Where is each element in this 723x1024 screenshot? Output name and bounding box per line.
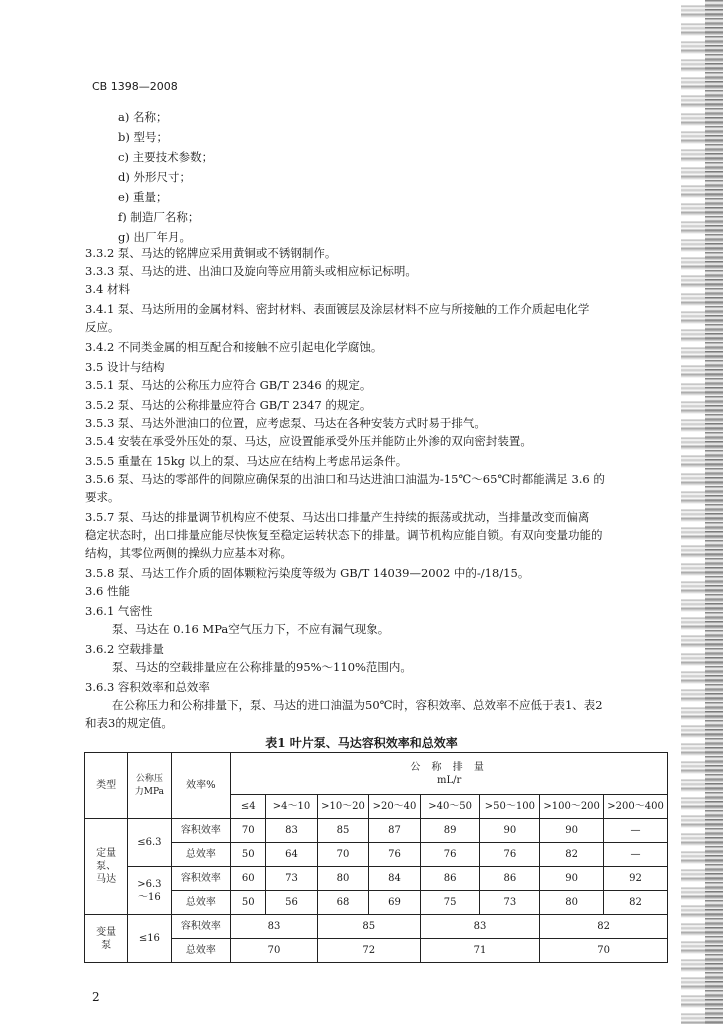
range-cell: ≤4: [231, 795, 266, 819]
text-line: 3.5.6 泵、马达的零部件的间隙应确保泵的出油口和马达进油口油温为-15℃～65℃时都能满足 3.6 的: [85, 472, 605, 486]
pressure-cell: ≤6.3: [128, 819, 171, 867]
value-cell: 83: [420, 915, 539, 939]
value-cell: 56: [266, 891, 318, 915]
text-line: 3.3.2 泵、马达的铭牌应采用黄铜或不锈钢制作。: [85, 246, 337, 260]
text-line: 3.5.7 泵、马达的排量调节机构应不使泵、马达出口排量产生持续的振荡或扰动，当排量改变而偏离: [85, 510, 590, 524]
value-cell: 82: [540, 915, 668, 939]
pressure-cell: ≤16: [128, 915, 171, 963]
list-item: b) 型号；: [118, 130, 169, 144]
text-line: 3.5.5 重量在 15kg 以上的泵、马达应在结构上考虑吊运条件。: [85, 454, 408, 468]
value-cell: 80: [540, 891, 604, 915]
value-cell: 82: [604, 891, 668, 915]
range-cell: >4～10: [266, 795, 318, 819]
value-cell: 76: [480, 843, 540, 867]
text-line: 结构，其零位两侧的操纵力应基本对称。: [85, 546, 292, 560]
text-line: 3.6.3 容积效率和总效率: [85, 680, 210, 694]
value-cell: 73: [480, 891, 540, 915]
value-cell: 87: [369, 819, 421, 843]
pressure-cell: >6.3～16: [128, 867, 171, 915]
list-item: c) 主要技术参数；: [118, 150, 214, 164]
page-number: 2: [92, 990, 100, 1004]
value-cell: 85: [317, 819, 369, 843]
table-caption: 表1 叶片泵、马达容积效率和总效率: [265, 736, 458, 750]
value-cell: 90: [540, 819, 604, 843]
variable-type-cell: 变量泵: [85, 915, 128, 963]
value-cell: —: [604, 843, 668, 867]
value-cell: 70: [231, 819, 266, 843]
value-cell: 71: [420, 939, 539, 963]
text-line: 和表3的规定值。: [85, 716, 173, 730]
value-cell: 82: [540, 843, 604, 867]
value-cell: 76: [369, 843, 421, 867]
list-item: d) 外形尺寸；: [118, 170, 192, 184]
range-cell: >10～20: [317, 795, 369, 819]
range-cell: >100～200: [540, 795, 604, 819]
efficiency-table: [84, 752, 668, 963]
value-cell: 80: [317, 867, 369, 891]
value-cell: 69: [369, 891, 421, 915]
value-cell: 68: [317, 891, 369, 915]
value-cell: 70: [231, 939, 318, 963]
text-line: 3.5.1 泵、马达的公称压力应符合 GB/T 2346 的规定。: [85, 378, 372, 392]
displacement-unit: mL/r: [436, 774, 462, 786]
page-edge-scan-artifact-dark: [705, 0, 723, 1024]
text-line: 3.6.2 空载排量: [85, 642, 164, 656]
text-line: 3.3.3 泵、马达的进、出油口及旋向等应用箭头或相应标记标明。: [85, 264, 417, 278]
text-line: 3.4 材料: [85, 282, 130, 296]
value-cell: 76: [420, 843, 480, 867]
list-item: g) 出厂年月。: [118, 230, 192, 244]
value-cell: 64: [266, 843, 318, 867]
value-cell: 75: [420, 891, 480, 915]
value-cell: 83: [231, 915, 318, 939]
header-displacement: [231, 753, 668, 795]
value-cell: 50: [231, 843, 266, 867]
list-item: e) 重量；: [118, 190, 168, 204]
eff-label: 容积效率: [171, 819, 231, 843]
text-line: 泵、马达在 0.16 MPa空气压力下，不应有漏气现象。: [112, 622, 390, 636]
fixed-type-cell: 定量泵、马达: [85, 819, 128, 915]
value-cell: 85: [317, 915, 420, 939]
text-line: 3.4.1 泵、马达所用的金属材料、密封材料、表面镀层及涂层材料不应与所接触的工作介质起电化学: [85, 302, 590, 316]
value-cell: 72: [317, 939, 420, 963]
value-cell: 89: [420, 819, 480, 843]
range-cell: >200～400: [604, 795, 668, 819]
value-cell: 70: [540, 939, 668, 963]
text-line: 3.5 设计与结构: [85, 360, 165, 374]
value-cell: 60: [231, 867, 266, 891]
value-cell: 50: [231, 891, 266, 915]
text-line: 3.5.3 泵、马达外泄油口的位置，应考虑泵、马达在各种安装方式时易于排气。: [85, 416, 486, 430]
text-line: 泵、马达的空载排量应在公称排量的95%～110%范围内。: [112, 660, 412, 674]
text-line: 3.5.4 安装在承受外压处的泵、马达，应设置能承受外压并能防止外渗的双向密封装置。: [85, 434, 532, 448]
text-line: 3.6 性能: [85, 584, 130, 598]
text-line: 反应。: [85, 320, 120, 334]
list-item: a) 名称；: [118, 110, 168, 124]
standard-header: CB 1398—2008: [92, 80, 178, 93]
value-cell: 83: [266, 819, 318, 843]
eff-label: 总效率: [171, 939, 231, 963]
eff-label: 总效率: [171, 843, 231, 867]
value-cell: 86: [420, 867, 480, 891]
eff-label: 容积效率: [171, 867, 231, 891]
value-cell: 90: [540, 867, 604, 891]
text-line: 3.6.1 气密性: [85, 604, 153, 618]
header-efficiency: 效率%: [171, 753, 231, 819]
displacement-title: 公 称 排 量: [410, 761, 488, 773]
header-pressure: 公称压力MPa: [128, 753, 171, 819]
text-line: 3.4.2 不同类金属的相互配合和接触不应引起电化学腐蚀。: [85, 340, 383, 354]
text-line: 3.5.8 泵、马达工作介质的固体颗粒污染度等级为 GB/T 14039—2002 中的-/18/15。: [85, 566, 530, 580]
text-line: 在公称压力和公称排量下，泵、马达的进口油温为50℃时，容积效率、总效率不应低于表1、表2: [112, 698, 603, 712]
value-cell: 92: [604, 867, 668, 891]
value-cell: 73: [266, 867, 318, 891]
text-line: 要求。: [85, 490, 120, 504]
eff-label: 容积效率: [171, 915, 231, 939]
text-line: 3.5.2 泵、马达的公称排量应符合 GB/T 2347 的规定。: [85, 398, 372, 412]
value-cell: —: [604, 819, 668, 843]
value-cell: 84: [369, 867, 421, 891]
list-item: f) 制造厂名称；: [118, 210, 200, 224]
value-cell: 70: [317, 843, 369, 867]
header-type: 类型: [85, 753, 128, 819]
eff-label: 总效率: [171, 891, 231, 915]
range-cell: >50～100: [480, 795, 540, 819]
value-cell: 86: [480, 867, 540, 891]
range-cell: >20～40: [369, 795, 421, 819]
range-cell: >40～50: [420, 795, 480, 819]
value-cell: 90: [480, 819, 540, 843]
text-line: 稳定状态时，出口排量应能尽快恢复至稳定运转状态下的排量。调节机构应能自锁。有双向变量功能的: [85, 528, 603, 542]
